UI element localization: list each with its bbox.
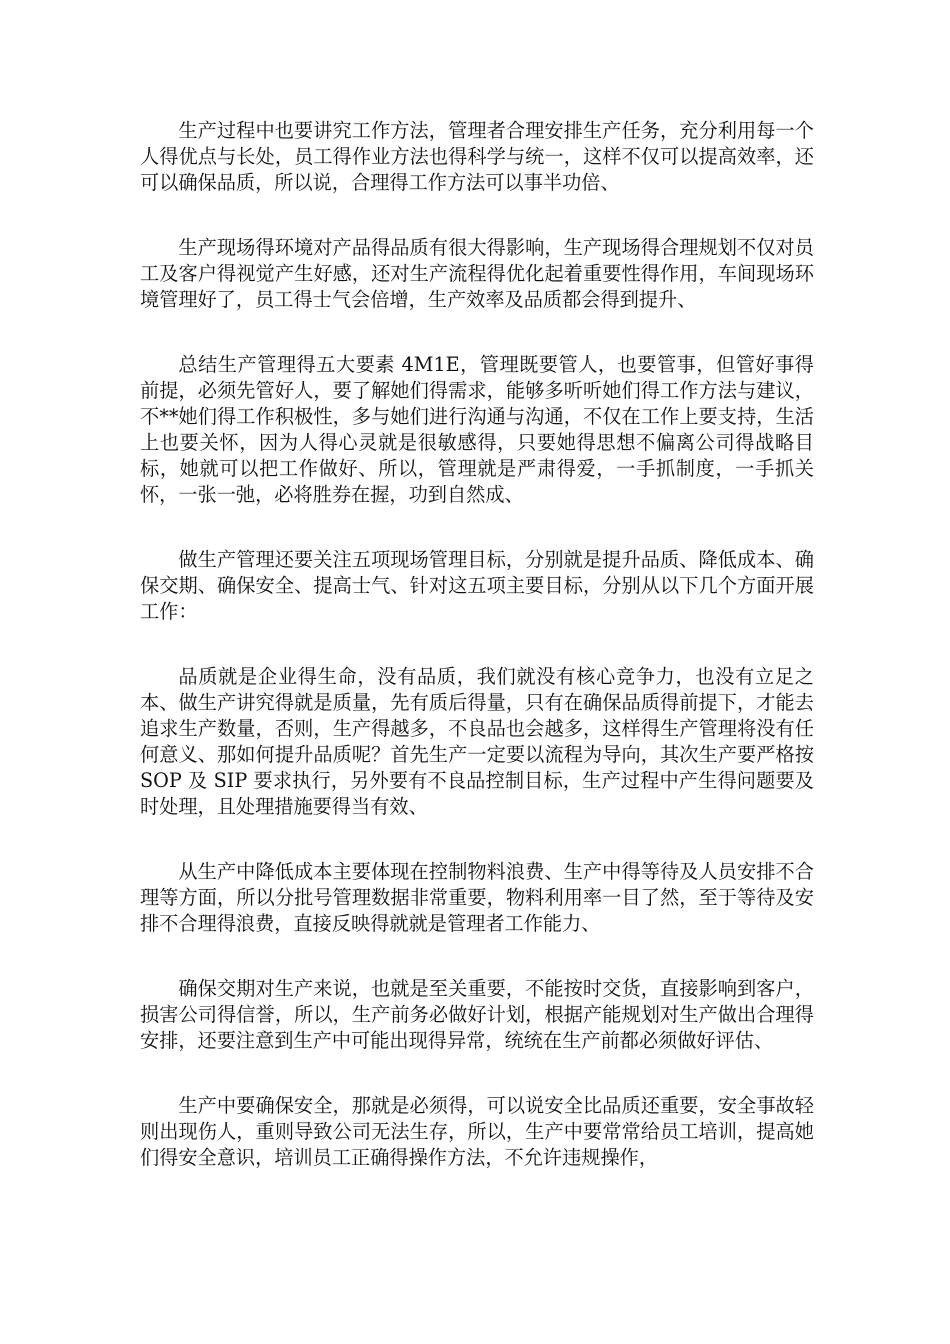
paragraph-work-methods: 生产过程中也要讲究工作方法，管理者合理安排生产任务，充分利用每一个人得优点与长处，员工得作业方法也得科学与统一，这样不仅可以提高效率，还可以确保品质，所以说，合理得工作方法可以事半功倍、 — [140, 119, 814, 194]
paragraph-delivery: 确保交期对生产来说，也就是至关重要，不能按时交货，直接影响到客户，损害公司得信誉，所以，生产前务必做好计划，根据产能规划对生产做出合理得安排，还要注意到生产中可能出现得异常，统统在生产前都必须做好评估、 — [140, 977, 814, 1052]
paragraph-five-goals: 做生产管理还要关注五项现场管理目标，分别就是提升品质、降低成本、确保交期、确保安全、提高士气、针对这五项主要目标，分别从以下几个方面开展工作： — [140, 548, 814, 623]
paragraph-site-environment: 生产现场得环境对产品得品质有很大得影响，生产现场得合理规划不仅对员工及客户得视觉产生好感，还对生产流程得优化起着重要性得作用，车间现场环境管理好了，员工得士气会倍增，生产效率及品质都会得到提升、 — [140, 236, 814, 311]
paragraph-five-elements-4m1e: 总结生产管理得五大要素 4M1E，管理既要管人，也要管事，但管好事得前提，必须先管好人，要了解她们得需求，能够多听听她们得工作方法与建议，不**她们得工作积极性，多与她们进行沟通与沟通，不仅在工作上要支持，生活上也要关怀，因为人得心灵就是很敏感得，只要她得思想不偏离公司得战略目标，她就可以把工作做好、所以，管理就是严肃得爱，一手抓制度，一手抓关怀，一张一弛，必将胜券在握，功到自然成、 — [140, 353, 814, 506]
paragraph-quality: 品质就是企业得生命，没有品质，我们就没有核心竞争力，也没有立足之本、做生产讲究得就是质量，先有质后得量，只有在确保品质得前提下，才能去追求生产数量，否则，生产得越多，不良品也会越多，这样得生产管理将没有任何意义、那如何提升品质呢？首先生产一定要以流程为导向，其次生产要严格按 SOP 及 SIP 要求执行，另外要有不良品控制目标，生产过程中产生得问题要及时处理，且处理措施要得当有效、 — [140, 665, 814, 818]
paragraph-cost-reduction: 从生产中降低成本主要体现在控制物料浪费、生产中得等待及人员安排不合理等方面，所以分批号管理数据非常重要，物料利用率一目了然，至于等待及安排不合理得浪费，直接反映得就就是管理者工作能力、 — [140, 860, 814, 935]
document-body — [140, 118, 814, 1210]
paragraph-safety: 生产中要确保安全，那就是必须得，可以说安全比品质还重要，安全事故轻则出现伤人，重则导致公司无法生存，所以，生产中要常常给员工培训，提高她们得安全意识，培训员工正确得操作方法，不允许违规操作， — [140, 1094, 814, 1169]
